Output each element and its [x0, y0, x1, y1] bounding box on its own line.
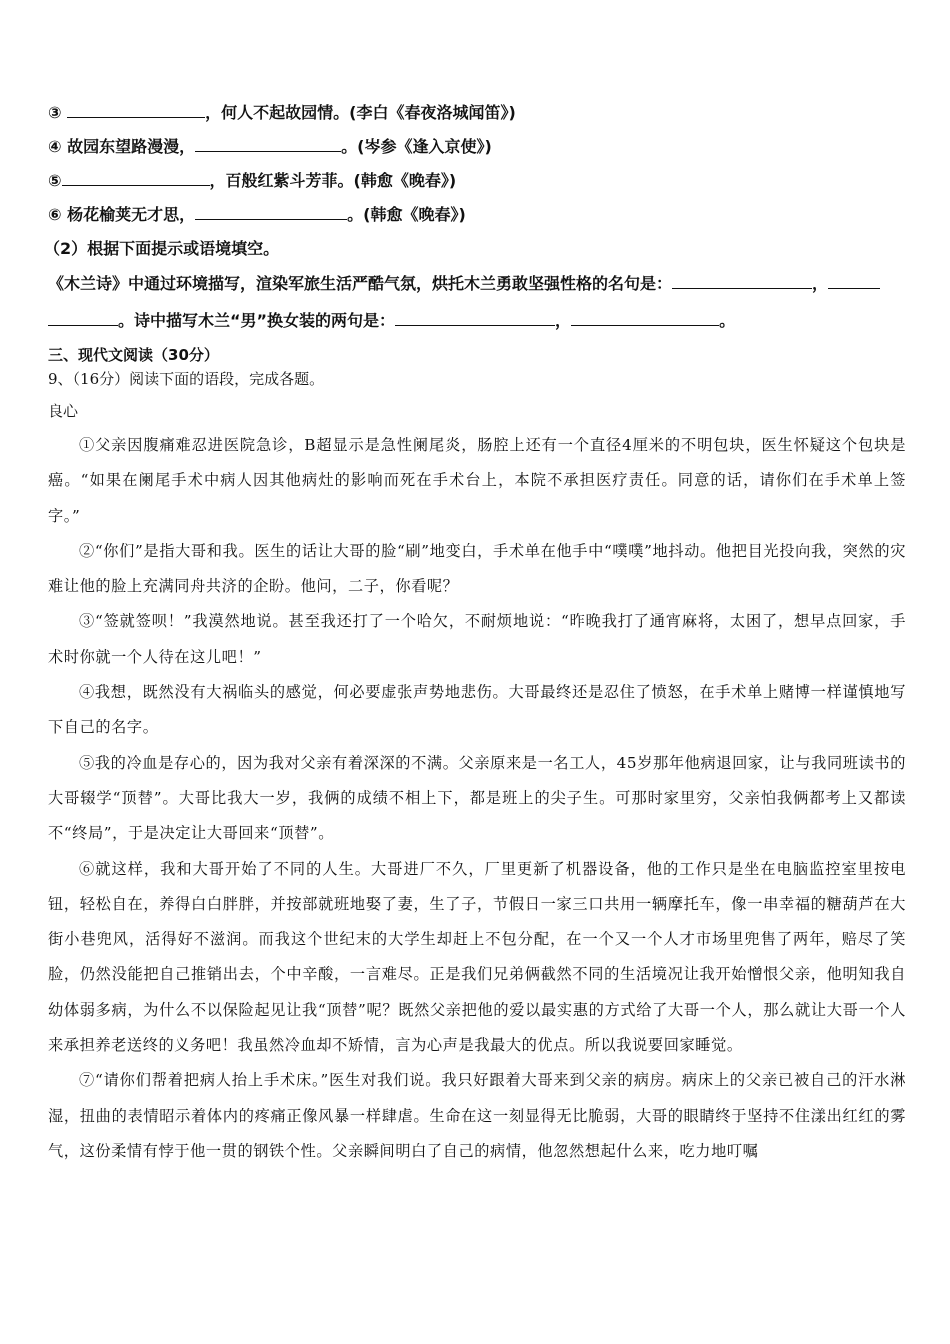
- question-prompt: 9、（16分）阅读下面的语段，完成各题。: [48, 370, 325, 388]
- paragraph: ②“你们”是指大哥和我。医生的话让大哥的脸“刷”地变白，手术单在他手中“噗噗”地抖动。他把目光投向我，突然的灾难让他的脸上充满同舟共济的企盼。他问，二子，你看呢？: [48, 541, 906, 596]
- paragraph: ③“签就签呗！”我漠然地说。甚至我还打了一个哈欠，不耐烦地说：“昨晚我打了通宵麻将，太困了，想早点回家，手术时你就一个人待在这儿吧！”: [48, 612, 906, 666]
- answer-blank[interactable]: [828, 274, 880, 289]
- paragraph: ⑦“请你们帮着把病人抬上手术床。”医生对我们说。我只好跟着大哥来到父亲的病房。病床上的父亲已被自己的汗水淋湿，扭曲的表情昭示着体内的疼痛正像风暴一样肆虐。生命在这一刻显得无比脆弱，大哥的眼睛终于坚持不住漾出红红的雾气，这份柔情有悖于他一贯的钢铁个性。父亲瞬间明白了自己的病情，他忽然想起什么来，吃力地叮嘱: [48, 1071, 906, 1160]
- answer-blank[interactable]: [672, 274, 812, 289]
- fill-item-4: ④ 故园东望路漫漫， 。(岑参《逢入京使》): [48, 137, 492, 156]
- paragraph: ①父亲因腹痛难忍进医院急诊，B超显示是急性阑尾炎，肠腔上还有一个直径4厘米的不明包块，医生怀疑这个包块是癌。“如果在阑尾手术中病人因其他病灶的影响而死在手术台上，本院不承担医疗责任。同意的话，请你们在手术单上签字。”: [48, 436, 906, 525]
- article-body: [48, 428, 906, 1169]
- answer-blank[interactable]: [62, 171, 210, 186]
- paragraph: ⑥就这样，我和大哥开始了不同的人生。大哥进厂不久，厂里更新了机器设备，他的工作只是坐在电脑监控室里按电钮，轻松自在，养得白白胖胖，并按部就班地娶了妻，生了子，节假日一家三口共用一辆摩托车，像一串幸福的糖葫芦在大街小巷兜风，活得好不滋润。而我这个世纪末的大学生却赶上不包分配，在一个又一个人才市场里兜售了两年，赔尽了笑脸，仍然没能把自己推销出去，个中辛酸，一言难尽。正是我们兄弟俩截然不同的生活境况让我开始憎恨父亲，他明知我自幼体弱多病，为什么不以保险起见让我“顶替”呢？既然父亲把他的爱以最实惠的方式给了大哥一个人，那么就让大哥一个人来承担养老送终的义务吧！我虽然冷血却不矫情，言为心声是我最大的优点。所以我说要回家睡觉。: [48, 859, 906, 1055]
- paragraph: ⑤我的冷血是存心的，因为我对父亲有着深深的不满。父亲原来是一名工人，45岁那年他病退回家，让与我同班读书的大哥辍学“顶替”。大哥比我大一岁，我俩的成绩不相上下，都是班上的尖子生。可那时家里穷，父亲怕我俩都考上又都读不“终局”，于是决定让大哥回来“顶替”。: [48, 753, 907, 843]
- answer-blank[interactable]: [48, 311, 118, 326]
- article-title: 良心: [48, 402, 79, 420]
- fill-item-6: ⑥ 杨花榆荚无才思， 。(韩愈《晚春》): [48, 205, 466, 224]
- sub-heading: （2）根据下面提示或语境填空。: [44, 239, 280, 258]
- fill-item-3: ③ ，何人不起故园情。(李白《春夜洛城闻笛》): [48, 103, 516, 122]
- answer-blank[interactable]: [67, 103, 205, 118]
- mulan-line-2: 。诗中描写木兰“男”换女装的两句是： ， 。: [48, 311, 735, 331]
- paragraph: ④我想，既然没有大祸临头的感觉，何必要虚张声势地悲伤。大哥最终还是忍住了愤怒，在手术单上赌博一样谨慎地写下自己的名字。: [48, 683, 906, 737]
- answer-blank[interactable]: [195, 137, 341, 152]
- section-heading: 三、现代文阅读（30分）: [48, 346, 219, 364]
- fill-item-5: ⑤ ，百般红紫斗芳菲。(韩愈《晚春》): [48, 171, 457, 190]
- mulan-line-1: 《木兰诗》中通过环境描写，渲染军旅生活严酷气氛，烘托木兰勇敢坚强性格的名句是： ，: [48, 274, 880, 294]
- answer-blank[interactable]: [395, 311, 555, 326]
- answer-blank[interactable]: [571, 311, 719, 326]
- answer-blank[interactable]: [195, 205, 347, 220]
